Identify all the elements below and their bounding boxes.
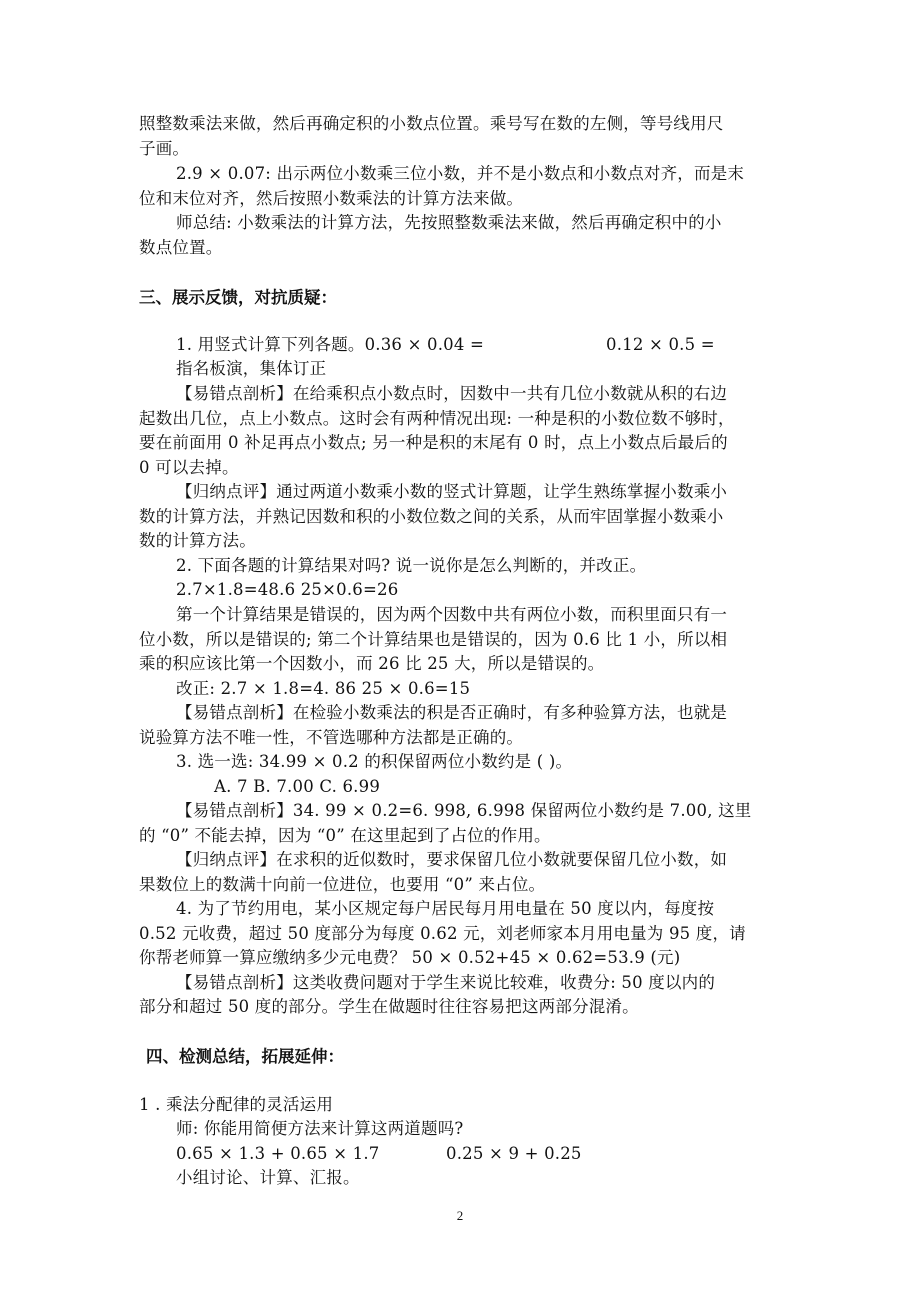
paragraph-line: 【易错点剖析】在检验小数乘法的积是否正确时，有多种验算方法，也就是 (176, 703, 728, 722)
paragraph-line: 改正: 2.7 × 1.8=4. 86 25 × 0.6=15 (176, 679, 471, 698)
section-heading: 三、展示反馈，对抗质疑： (139, 288, 337, 307)
paragraph-line: 位和末位对齐，然后按照小数乘法的计算方法来做。 (139, 189, 524, 208)
paragraph-line: 【归纳点评】在求积的近似数时，要求保留几位小数就要保留几位小数，如 (176, 850, 728, 869)
exercise-line: 1. 用竖式计算下列各题。0.36 × 0.04 = (176, 335, 485, 354)
exercise-line: 0.65 × 1.3 + 0.65 × 1.7 (176, 1144, 380, 1163)
paragraph-line: 你帮老师算一算应缴纳多少元电费？ 50 × 0.52+45 × 0.62=53.9 (元) (139, 948, 681, 967)
paragraph-line: 【易错点剖析】这类收费问题对于学生来说比较难，收费分: 50 度以内的 (176, 973, 716, 992)
section-heading: 四、检测总结，拓展延伸： (146, 1047, 344, 1066)
paragraph-line: 数点位置。 (139, 238, 223, 257)
paragraph-line: 子画。 (139, 139, 190, 158)
paragraph-line: 【易错点剖析】34. 99 × 0.2=6. 998, 6.998 保留两位小数约是 7.00, 这里 (176, 801, 752, 820)
exercise-line: 0.25 × 9 + 0.25 (446, 1144, 582, 1163)
paragraph-line: 【归纳点评】通过两道小数乘小数的竖式计算题，让学生熟练掌握小数乘小 (176, 482, 728, 501)
paragraph-line: 小组讨论、计算、汇报。 (176, 1168, 360, 1187)
paragraph-line: 第一个计算结果是错误的，因为两个因数中共有两位小数，而积里面只有一 (176, 605, 728, 624)
paragraph-line: 起数出几位，点上小数点。这时会有两种情况出现: 一种是积的小数位数不够时， (139, 409, 735, 428)
exercise-line: 3. 选一选: 34.99 × 0.2 的积保留两位小数约是 ( )。 (176, 752, 573, 771)
choice-options: A. 7 B. 7.00 C. 6.99 (214, 777, 381, 796)
exercise-line: 2. 下面各题的计算结果对吗? 说一说你是怎么判断的，并改正。 (176, 556, 647, 575)
paragraph-line: 乘的积应该比第一个因数小，而 26 比 25 大，所以是错误的。 (139, 654, 605, 673)
paragraph-line: 指名板演，集体订正 (176, 359, 327, 378)
paragraph-line: 说验算方法不唯一性，不管选哪种方法都是正确的。 (139, 728, 524, 747)
page-number: 2 (456, 1208, 464, 1223)
exercise-line: 4. 为了节约用电，某小区规定每户居民每月用电量在 50 度以内，每度按 (176, 899, 715, 918)
exercise-line: 2.7×1.8=48.6 25×0.6=26 (176, 580, 399, 599)
paragraph-line: 师: 你能用简便方法来计算这两道题吗? (176, 1119, 464, 1138)
exercise-line: 1 . 乘法分配律的灵活运用 (139, 1095, 334, 1114)
paragraph-line: 0.52 元收费，超过 50 度部分为每度 0.62 元，刘老师家本月用电量为 95 度，请 (139, 924, 746, 943)
paragraph-line: 部分和超过 50 度的部分。学生在做题时往往容易把这两部分混淆。 (139, 997, 639, 1016)
paragraph-line: 数的计算方法。 (139, 531, 256, 550)
paragraph-line: 数的计算方法，并熟记因数和积的小数位数之间的关系，从而牢固掌握小数乘小 (139, 507, 724, 526)
paragraph-line: 2.9 × 0.07: 出示两位小数乘三位小数，并不是小数点和小数点对齐，而是末 (176, 164, 745, 183)
paragraph-line: 的 “0” 不能去掉，因为 “0” 在这里起到了占位的作用。 (139, 826, 551, 845)
paragraph-line: 果数位上的数满十向前一位进位，也要用 “0” 来占位。 (139, 875, 546, 894)
paragraph-line: 师总结: 小数乘法的计算方法，先按照整数乘法来做，然后再确定积中的小 (176, 213, 722, 232)
paragraph-line: 照整数乘法来做，然后再确定积的小数点位置。乘号写在数的左侧，等号线用尺 (139, 114, 724, 133)
paragraph-line: 位小数，所以是错误的; 第二个计算结果也是错误的，因为 0.6 比 1 小，所以相 (139, 630, 728, 649)
paragraph-line: 【易错点剖析】在给乘积点小数点时，因数中一共有几位小数就从积的右边 (176, 384, 728, 403)
exercise-line: 0.12 × 0.5 = (606, 335, 715, 354)
paragraph-line: 要在前面用 0 补足再点小数点; 另一种是积的末尾有 0 时，点上小数点后最后的 (139, 433, 728, 452)
paragraph-line: 0 可以去掉。 (139, 458, 239, 477)
